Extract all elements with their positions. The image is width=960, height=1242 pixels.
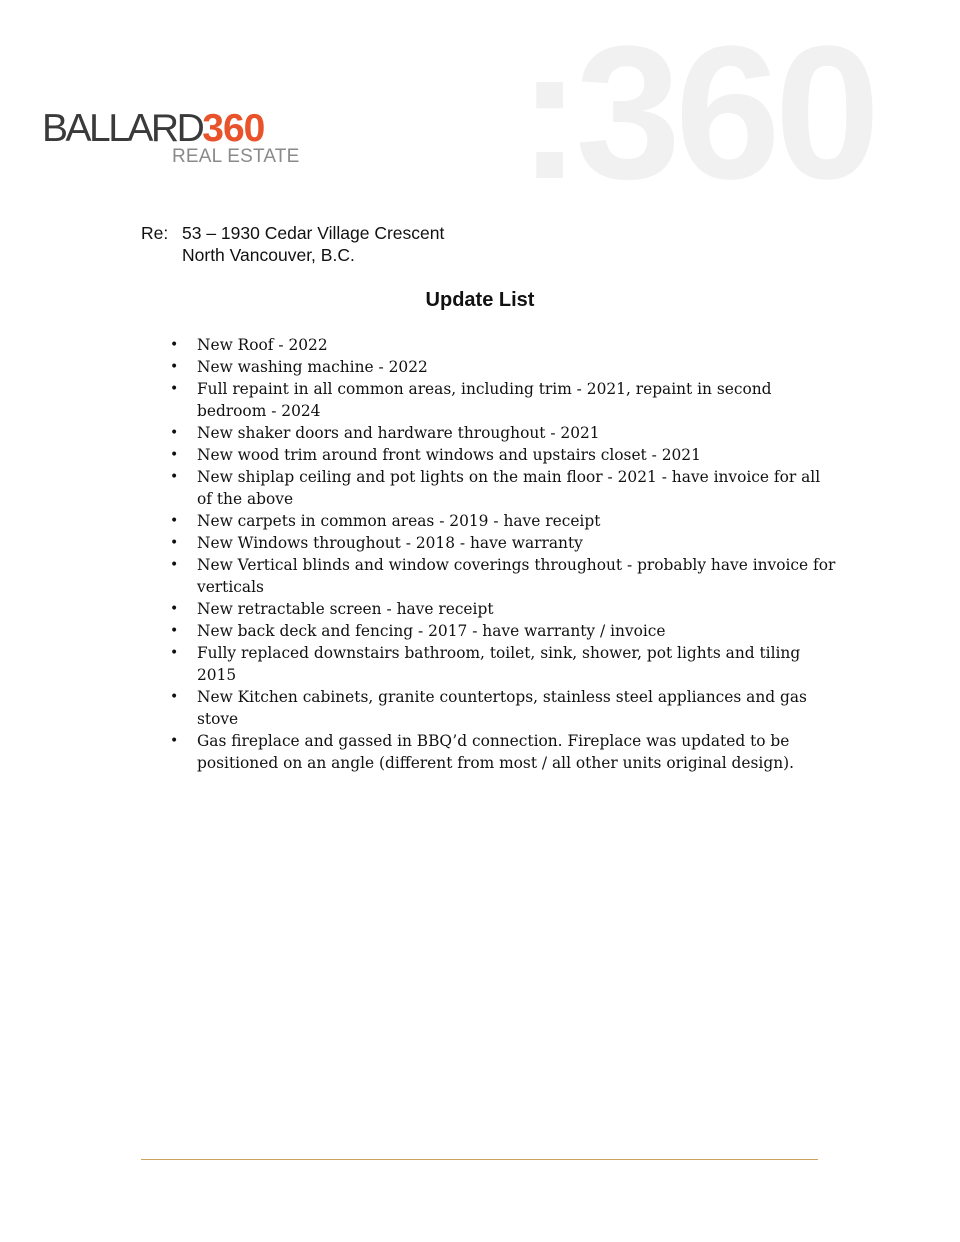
list-item: • New retractable screen - have receipt: [197, 598, 837, 620]
reference-address-line1: 53 – 1930 Cedar Village Crescent: [182, 223, 445, 243]
reference-label: Re:: [141, 223, 169, 243]
logo-brand-number: 360: [202, 107, 265, 150]
update-list: [197, 334, 837, 774]
list-item: • Full repaint in all common areas, including trim - 2021, repaint in second bedroom - 2024: [197, 378, 837, 422]
list-item: • Gas fireplace and gassed in BBQ’d connection. Fireplace was updated to be positioned on an angle (different from most / all other units original design).: [197, 730, 837, 774]
list-item: • New washing machine - 2022: [197, 356, 837, 378]
list-item: • New shaker doors and hardware throughout - 2021: [197, 422, 837, 444]
list-item: • New Roof - 2022: [197, 334, 837, 356]
logo-tagline: REAL ESTATE: [172, 146, 300, 167]
page-title: Update List: [425, 289, 535, 311]
list-item: • New Vertical blinds and window coverings throughout - probably have invoice for verticals: [197, 554, 837, 598]
ballard-360-logo: [42, 106, 342, 176]
watermark-360: :360: [518, 7, 875, 219]
list-item: • New back deck and fencing - 2017 - have warranty / invoice: [197, 620, 837, 642]
logo-brand-name: BALLARD: [42, 107, 203, 150]
list-item: • Fully replaced downstairs bathroom, toilet, sink, shower, pot lights and tiling 2015: [197, 642, 837, 686]
list-item: • New wood trim around front windows and upstairs closet - 2021: [197, 444, 837, 466]
list-item: • New Windows throughout - 2018 - have warranty: [197, 532, 837, 554]
list-item: • New carpets in common areas - 2019 - have receipt: [197, 510, 837, 532]
footer-divider: [141, 1159, 818, 1160]
list-item: • New Kitchen cabinets, granite countertops, stainless steel appliances and gas stove: [197, 686, 837, 730]
reference-row: [141, 222, 444, 244]
reference-block: [141, 222, 444, 266]
reference-address-line2: North Vancouver, B.C.: [182, 245, 355, 265]
list-item: • New shiplap ceiling and pot lights on the main floor - 2021 - have invoice for all of the above: [197, 466, 837, 510]
